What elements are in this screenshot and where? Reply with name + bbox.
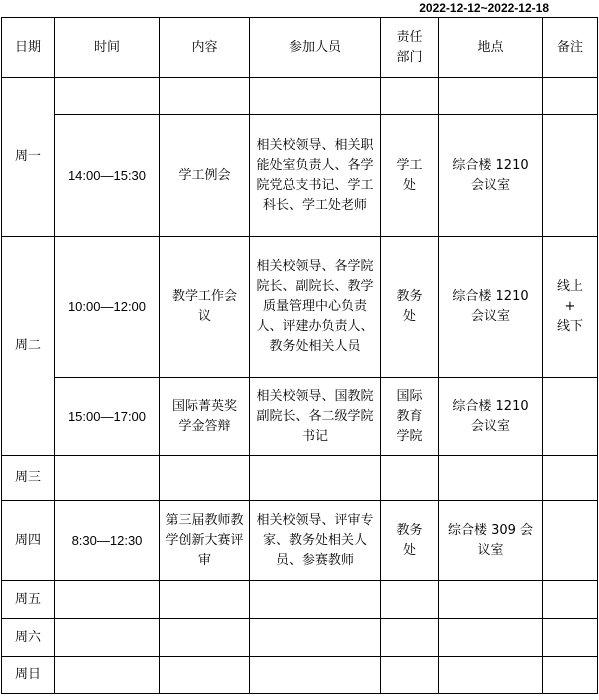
day-cell-sat: 周六 xyxy=(2,619,55,657)
event-content: 第三届教师教学创新大赛评审 xyxy=(160,501,250,581)
event-location: 综合楼 309 会议室 xyxy=(439,501,543,581)
event-people: 相关校领导、评审专家、教务处相关人员、参赛教师 xyxy=(250,501,381,581)
header-time: 时间 xyxy=(55,18,160,78)
table-row xyxy=(2,619,598,657)
date-range: 2022-12-12~2022-12-18 xyxy=(419,1,549,15)
day-cell-fri: 周五 xyxy=(2,581,55,619)
event-people: 相关校领导、相关职能处室负责人、各学院党总支书记、学工科长、学工处老师 xyxy=(250,115,381,237)
event-location: 综合楼 1210 会议室 xyxy=(439,378,543,456)
header-dept: 责任部门 xyxy=(381,18,439,78)
event-note: 线上 + 线下 xyxy=(543,237,598,378)
table-row xyxy=(2,378,598,456)
table-row xyxy=(2,581,598,619)
table-row xyxy=(2,237,598,378)
event-people: 相关校领导、国教院副院长、各二级学院书记 xyxy=(250,378,381,456)
event-dept: 教务处 xyxy=(381,237,439,378)
event-location: 综合楼 1210 会议室 xyxy=(439,115,543,237)
event-time: 10:00—12:00 xyxy=(55,237,160,378)
header-day: 日期 xyxy=(2,18,55,78)
event-location: 综合楼 1210 会议室 xyxy=(439,237,543,378)
day-cell-sun: 周日 xyxy=(2,657,55,694)
table-row xyxy=(2,657,598,694)
event-people: 相关校领导、各学院院长、副院长、教学质量管理中心负责人、评建办负责人、教务处相关人员 xyxy=(250,237,381,378)
event-dept: 学工处 xyxy=(381,115,439,237)
event-note xyxy=(543,501,598,581)
event-content: 国际菁英奖学金答辩 xyxy=(160,378,250,456)
table-row xyxy=(2,78,598,115)
day-cell-wed: 周三 xyxy=(2,456,55,501)
event-note xyxy=(543,378,598,456)
event-dept: 国际教育学院 xyxy=(381,378,439,456)
header-row xyxy=(2,18,598,78)
event-time: 8:30—12:30 xyxy=(55,501,160,581)
day-cell-mon: 周一 xyxy=(2,78,55,237)
header-content: 内容 xyxy=(160,18,250,78)
table-row xyxy=(2,501,598,581)
header-location: 地点 xyxy=(439,18,543,78)
header-people: 参加人员 xyxy=(250,18,381,78)
day-cell-thu: 周四 xyxy=(2,501,55,581)
header-note: 备注 xyxy=(543,18,598,78)
event-time: 15:00—17:00 xyxy=(55,378,160,456)
table-row xyxy=(2,456,598,501)
table-row xyxy=(2,115,598,237)
schedule-table xyxy=(1,17,598,694)
day-cell-tue: 周二 xyxy=(2,237,55,456)
event-time: 14:00—15:30 xyxy=(55,115,160,237)
event-dept: 教务处 xyxy=(381,501,439,581)
event-note xyxy=(543,115,598,237)
event-content: 教学工作会议 xyxy=(160,237,250,378)
event-content: 学工例会 xyxy=(160,115,250,237)
